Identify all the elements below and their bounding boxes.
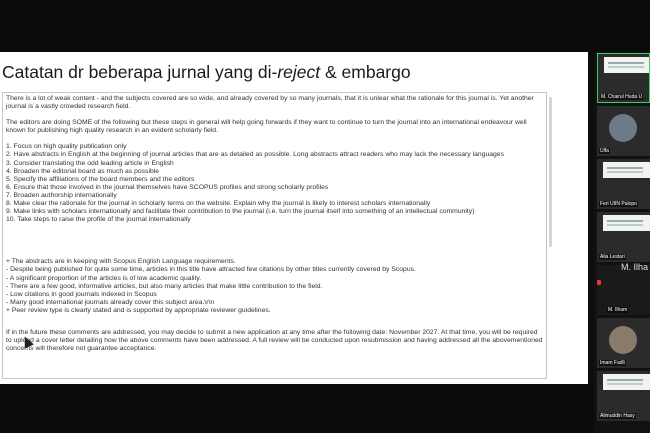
review-point: - A significant proportion of the articles is of low academic quality. xyxy=(6,274,202,282)
step-item: 5. Specify the affiliations of the board members and the editors xyxy=(6,175,195,183)
active-speaker-label: M. Ilha xyxy=(621,262,649,272)
participant-tile[interactable] xyxy=(597,371,650,421)
shared-screen-slide xyxy=(0,52,588,384)
participant-name: Alia Lestari xyxy=(600,254,625,260)
muted-mic-icon xyxy=(597,280,601,285)
slide-title: Catatan dr beberapa jurnal yang di-reject & embargo xyxy=(2,62,411,82)
steps-list xyxy=(6,143,543,224)
step-item: 4. Broaden the editorial board as much as possible xyxy=(6,167,160,175)
step-item: 6. Ensure that those involved in the journal themselves have SCOPUS profiles and strong scholarly profiles xyxy=(6,183,329,191)
participant-name: Alimuddin Hasy xyxy=(600,413,635,419)
step-item: 2. Have abstracts in English at the beginning of journal articles that are as detailed as possible. Long abstracts attract readers who may lack the necessary languages xyxy=(6,151,504,159)
editors-note: The editors are doing SOME of the following but these steps in general will help going forwards if they want to continue to turn the journal into an international endeavour well known for publishing high quality research in an evident scholarly field. xyxy=(6,119,527,135)
participant-name: Imam Fadli xyxy=(600,360,625,366)
meeting-top-bar xyxy=(0,0,650,52)
review-point: - Despite being published for quite some time, articles in this title have attracted few citations by other titles currently covered by Scopus. xyxy=(6,266,416,274)
participant-name: M. Ilham xyxy=(608,307,628,313)
participant-name: M. Chairul Huda U xyxy=(601,94,643,100)
review-points-list xyxy=(6,258,543,315)
step-item: 3. Consider translating the odd leading article in English xyxy=(6,159,174,167)
participant-tile[interactable] xyxy=(597,106,650,156)
participant-tile[interactable] xyxy=(597,159,650,209)
review-point: - Low citations in good journals indexed in Scopus xyxy=(6,290,157,298)
participants-panel xyxy=(594,52,650,433)
meeting-bottom-bar xyxy=(0,384,594,433)
participant-video-avatar xyxy=(609,326,637,354)
textbox-scrollbar[interactable] xyxy=(549,97,552,247)
shared-slide-thumbnail xyxy=(603,215,650,231)
shared-slide-thumbnail xyxy=(603,374,650,390)
participant-video-avatar xyxy=(609,114,637,142)
shared-slide-thumbnail xyxy=(603,162,650,178)
participant-tile[interactable] xyxy=(597,318,650,368)
participant-tile[interactable] xyxy=(597,53,650,103)
review-comments-textbox xyxy=(2,92,547,379)
step-item: 7. Broaden authorship internationally xyxy=(6,191,117,199)
review-point: - There are a few good, informative articles, but also many articles that make little contribution to the field. xyxy=(6,282,323,290)
shared-slide-thumbnail xyxy=(604,57,650,73)
review-point: + The abstracts are in keeping with Scopus English Language requirements. xyxy=(6,258,236,266)
participant-tile[interactable] xyxy=(597,212,650,262)
review-point: + Peer review type is clearly stated and is supported by appropriate reviewer guidelines. xyxy=(6,306,271,314)
review-point: - Many good international journals already cover this subject area.\r\n xyxy=(6,298,215,306)
participant-name: Ulfa xyxy=(600,148,609,154)
participant-tile[interactable] xyxy=(597,265,650,315)
step-item: 10. Take steps to raise the profile of the journal internationally xyxy=(6,216,191,224)
step-item: 9. Make links with scholars internationally and facilitate their contribution to the journal (i.e. turn the journal itself into something of an intellectual community) xyxy=(6,208,475,216)
closing-paragraph: If in the future these comments are addressed, you may decide to submit a new application at any time after the following date: November 2027. At that time, you will be required to upload a cover letter detailing how the above comments have been addressed. A full review will be conducted upon resubmission and having addressed all the abovementioned concerns will therefore not guarantee acceptance. xyxy=(6,328,543,353)
intro-paragraph: There is a lot of weak content - and the subjects covered are so wide, and already covered by so many journals, that it is unlear what the rationale for this journal is. Yet another journal is a vastly crowded research field. xyxy=(6,95,534,111)
step-item: 8. Make clear the rationale for the journal in scholarly terms on the website. Explain why the journal is likely to interest scholars internationally xyxy=(6,200,431,208)
step-item: 1. Focus on high quality publication only xyxy=(6,143,127,151)
participant-name: Feri UIIN Palopo xyxy=(600,201,637,207)
